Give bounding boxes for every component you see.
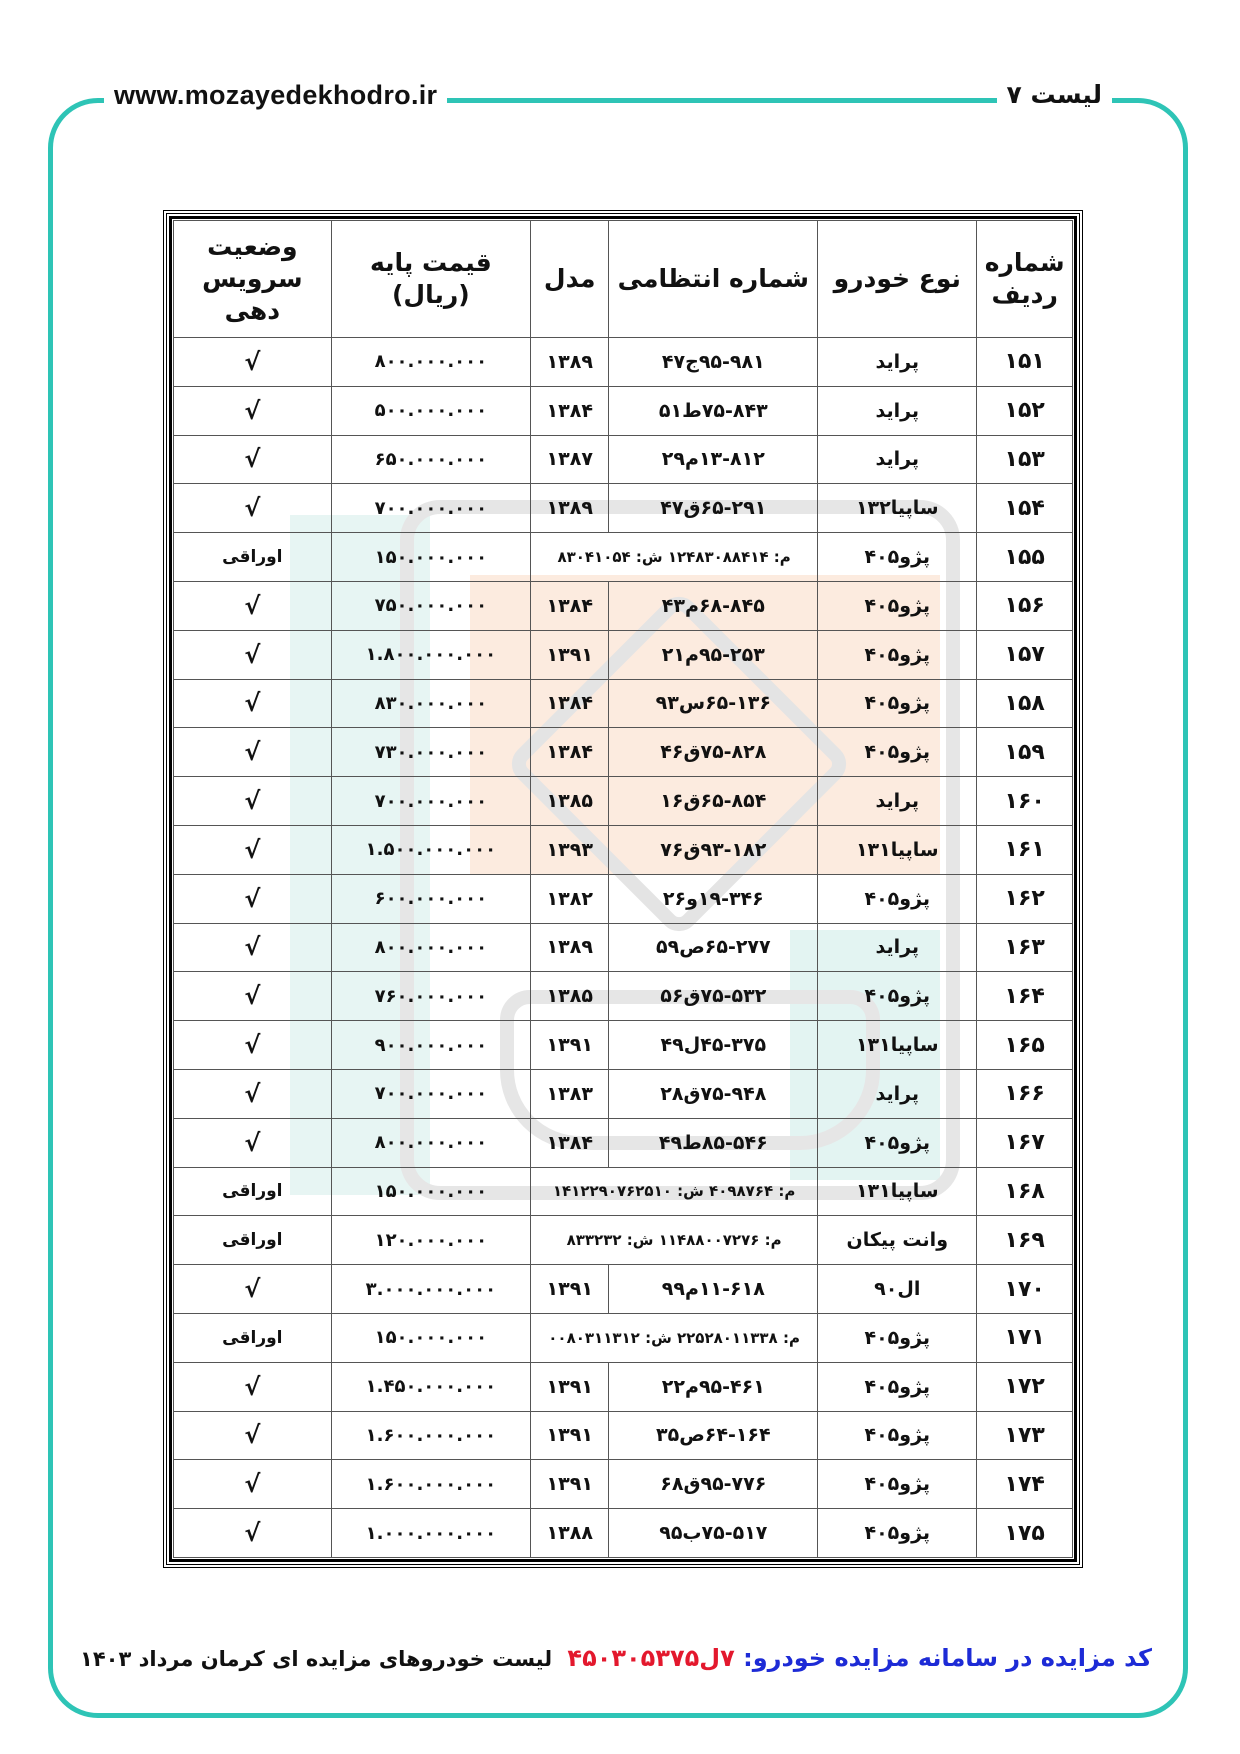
table-row — [174, 1021, 1073, 1070]
cell-engine-chassis: م: ۲۲۵۲۸۰۱۱۳۳۸ ش: ۰۰۸۰۳۱۱۳۱۲ — [531, 1313, 818, 1362]
cell-plate-number: ۷۵-۵۳۲ق۵۶ — [609, 972, 818, 1021]
cell-row-number: ۱۵۴ — [977, 484, 1073, 533]
cell-plate-number: ۶۸-۸۴۵م۴۳ — [609, 581, 818, 630]
auction-code-value: ۷ل۴۵۰۳۰۵۳۷۵ — [567, 1644, 735, 1672]
cell-vehicle-type: پژو۴۰۵ — [818, 1509, 977, 1558]
table-row — [174, 972, 1073, 1021]
cell-engine-chassis: م: ۱۱۴۸۸۰۰۷۲۷۶ ش: ۸۳۳۲۳۲ — [531, 1216, 818, 1265]
cell-base-price: ۸۰۰.۰۰۰.۰۰۰ — [331, 1118, 530, 1167]
cell-model: ۱۳۸۷ — [531, 435, 609, 484]
header-vehicle-type: نوع خودرو — [818, 221, 977, 338]
cell-vehicle-type: پژو۴۰۵ — [818, 630, 977, 679]
cell-plate-number: ۶۴-۱۶۴ص۳۵ — [609, 1411, 818, 1460]
cell-row-number: ۱۶۵ — [977, 1021, 1073, 1070]
cell-row-number: ۱۶۹ — [977, 1216, 1073, 1265]
header-base-price: قیمت پایه (ریال) — [331, 221, 530, 338]
cell-service-status: √ — [174, 1069, 332, 1118]
cell-plate-number: ۶۵-۲۷۷ص۵۹ — [609, 923, 818, 972]
table-row — [174, 777, 1073, 826]
cell-model: ۱۳۸۹ — [531, 484, 609, 533]
table-row — [174, 1313, 1073, 1362]
cell-vehicle-type: پژو۴۰۵ — [818, 679, 977, 728]
auction-code-label: کد مزایده در سامانه مزایده خودرو: — [734, 1644, 1152, 1672]
cell-plate-number: ۹۵-۹۸۱ج۴۷ — [609, 338, 818, 387]
cell-base-price: ۷۰۰.۰۰۰.۰۰۰ — [331, 1069, 530, 1118]
cell-row-number: ۱۶۶ — [977, 1069, 1073, 1118]
cell-base-price: ۷۶۰.۰۰۰.۰۰۰ — [331, 972, 530, 1021]
cell-base-price: ۱.۵۰۰.۰۰۰.۰۰۰ — [331, 825, 530, 874]
cell-model: ۱۳۹۱ — [531, 1265, 609, 1314]
cell-model: ۱۳۸۹ — [531, 338, 609, 387]
cell-base-price: ۷۳۰.۰۰۰.۰۰۰ — [331, 728, 530, 777]
table-row — [174, 338, 1073, 387]
cell-plate-number: ۹۵-۴۶۱م۲۲ — [609, 1362, 818, 1411]
footer-auction-code — [567, 1644, 1152, 1672]
cell-service-status: √ — [174, 1265, 332, 1314]
cell-row-number: ۱۷۰ — [977, 1265, 1073, 1314]
table-row — [174, 679, 1073, 728]
cell-row-number: ۱۶۷ — [977, 1118, 1073, 1167]
cell-base-price: ۶۰۰.۰۰۰.۰۰۰ — [331, 874, 530, 923]
cell-service-status: √ — [174, 777, 332, 826]
cell-model: ۱۳۸۸ — [531, 1509, 609, 1558]
cell-vehicle-type: پژو۴۰۵ — [818, 972, 977, 1021]
table-row — [174, 874, 1073, 923]
table-row — [174, 630, 1073, 679]
site-url[interactable]: www.mozayedekhodro.ir — [104, 80, 447, 111]
cell-vehicle-type: پژو۴۰۵ — [818, 533, 977, 582]
cell-vehicle-type: پراید — [818, 338, 977, 387]
cell-service-status: √ — [174, 386, 332, 435]
table-row — [174, 1118, 1073, 1167]
cell-plate-number: ۱۳-۸۱۲م۲۹ — [609, 435, 818, 484]
cell-service-status: اوراقی — [174, 1313, 332, 1362]
cell-service-status: √ — [174, 1460, 332, 1509]
cell-vehicle-type: ساپیا۱۳۲ — [818, 484, 977, 533]
cell-vehicle-type: پژو۴۰۵ — [818, 1118, 977, 1167]
cell-vehicle-type: پژو۴۰۵ — [818, 1411, 977, 1460]
cell-plate-number: ۱۱-۶۱۸م۹۹ — [609, 1265, 818, 1314]
list-number-label: لیست ۷ — [997, 80, 1112, 109]
cell-row-number: ۱۵۳ — [977, 435, 1073, 484]
cell-service-status: √ — [174, 630, 332, 679]
table-body — [174, 338, 1073, 1558]
cell-plate-number: ۷۵-۸۴۳ط۵۱ — [609, 386, 818, 435]
cell-vehicle-type: پراید — [818, 386, 977, 435]
cell-base-price: ۹۰۰.۰۰۰.۰۰۰ — [331, 1021, 530, 1070]
cell-plate-number: ۴۵-۳۷۵ل۴۹ — [609, 1021, 818, 1070]
table-row — [174, 923, 1073, 972]
cell-base-price: ۱۵۰.۰۰۰.۰۰۰ — [331, 1167, 530, 1216]
cell-service-status: √ — [174, 972, 332, 1021]
cell-model: ۱۳۸۴ — [531, 728, 609, 777]
cell-vehicle-type: پراید — [818, 923, 977, 972]
cell-row-number: ۱۵۷ — [977, 630, 1073, 679]
auction-table — [173, 220, 1073, 1558]
table-row — [174, 1265, 1073, 1314]
cell-service-status: √ — [174, 338, 332, 387]
table-row — [174, 581, 1073, 630]
cell-model: ۱۳۹۱ — [531, 1460, 609, 1509]
cell-service-status: √ — [174, 1411, 332, 1460]
cell-base-price: ۵۰۰.۰۰۰.۰۰۰ — [331, 386, 530, 435]
cell-model: ۱۳۸۹ — [531, 923, 609, 972]
cell-row-number: ۱۷۲ — [977, 1362, 1073, 1411]
cell-vehicle-type: ال۹۰ — [818, 1265, 977, 1314]
cell-row-number: ۱۶۰ — [977, 777, 1073, 826]
cell-base-price: ۱.۶۰۰.۰۰۰.۰۰۰ — [331, 1411, 530, 1460]
cell-vehicle-type: پراید — [818, 1069, 977, 1118]
cell-model: ۱۳۸۴ — [531, 386, 609, 435]
cell-model: ۱۳۹۱ — [531, 1021, 609, 1070]
cell-service-status: √ — [174, 435, 332, 484]
cell-service-status: √ — [174, 1021, 332, 1070]
cell-row-number: ۱۵۲ — [977, 386, 1073, 435]
table-row — [174, 386, 1073, 435]
cell-model: ۱۳۹۱ — [531, 630, 609, 679]
cell-plate-number: ۹۵-۷۷۶ق۶۸ — [609, 1460, 818, 1509]
cell-row-number: ۱۶۱ — [977, 825, 1073, 874]
table-header-row — [174, 221, 1073, 338]
cell-row-number: ۱۶۲ — [977, 874, 1073, 923]
cell-row-number: ۱۷۵ — [977, 1509, 1073, 1558]
table-row — [174, 1411, 1073, 1460]
table-row — [174, 484, 1073, 533]
cell-plate-number: ۷۵-۹۴۸ق۲۸ — [609, 1069, 818, 1118]
cell-vehicle-type: پژو۴۰۵ — [818, 1313, 977, 1362]
cell-service-status: √ — [174, 923, 332, 972]
table-row — [174, 533, 1073, 582]
cell-engine-chassis: م: ۴۰۹۸۷۶۴ ش: ۱۴۱۲۲۹۰۷۶۲۵۱۰ — [531, 1167, 818, 1216]
cell-base-price: ۳.۰۰۰.۰۰۰.۰۰۰ — [331, 1265, 530, 1314]
cell-model: ۱۳۹۳ — [531, 825, 609, 874]
cell-plate-number: ۸۵-۵۴۶ط۴۹ — [609, 1118, 818, 1167]
cell-service-status: √ — [174, 484, 332, 533]
cell-base-price: ۸۰۰.۰۰۰.۰۰۰ — [331, 923, 530, 972]
cell-plate-number: ۹۳-۱۸۲ق۷۶ — [609, 825, 818, 874]
cell-base-price: ۱.۶۰۰.۰۰۰.۰۰۰ — [331, 1460, 530, 1509]
cell-row-number: ۱۵۱ — [977, 338, 1073, 387]
cell-service-status: اوراقی — [174, 533, 332, 582]
auction-table-frame — [163, 210, 1083, 1568]
cell-vehicle-type: پژو۴۰۵ — [818, 1460, 977, 1509]
cell-vehicle-type: پراید — [818, 777, 977, 826]
cell-service-status: اوراقی — [174, 1167, 332, 1216]
cell-base-price: ۸۳۰.۰۰۰.۰۰۰ — [331, 679, 530, 728]
cell-vehicle-type: پراید — [818, 435, 977, 484]
cell-service-status: اوراقی — [174, 1216, 332, 1265]
table-row — [174, 1460, 1073, 1509]
cell-model: ۱۳۹۱ — [531, 1362, 609, 1411]
cell-base-price: ۶۵۰.۰۰۰.۰۰۰ — [331, 435, 530, 484]
cell-row-number: ۱۵۸ — [977, 679, 1073, 728]
cell-row-number: ۱۵۶ — [977, 581, 1073, 630]
cell-row-number: ۱۵۵ — [977, 533, 1073, 582]
cell-row-number: ۱۶۳ — [977, 923, 1073, 972]
cell-plate-number: ۷۵-۸۲۸ق۴۶ — [609, 728, 818, 777]
cell-base-price: ۷۵۰.۰۰۰.۰۰۰ — [331, 581, 530, 630]
cell-row-number: ۱۵۹ — [977, 728, 1073, 777]
cell-base-price: ۱۵۰.۰۰۰.۰۰۰ — [331, 1313, 530, 1362]
cell-model: ۱۳۸۵ — [531, 972, 609, 1021]
header-row-number: شماره ردیف — [977, 221, 1073, 338]
cell-base-price: ۱.۴۵۰.۰۰۰.۰۰۰ — [331, 1362, 530, 1411]
cell-base-price: ۱.۸۰۰.۰۰۰.۰۰۰ — [331, 630, 530, 679]
cell-row-number: ۱۶۴ — [977, 972, 1073, 1021]
cell-model: ۱۳۸۴ — [531, 679, 609, 728]
table-row — [174, 728, 1073, 777]
header-service-status: وضعیت سرویس دهی — [174, 221, 332, 338]
table-row — [174, 825, 1073, 874]
cell-service-status: √ — [174, 825, 332, 874]
cell-model: ۱۳۸۴ — [531, 1118, 609, 1167]
cell-base-price: ۱۵۰.۰۰۰.۰۰۰ — [331, 533, 530, 582]
cell-vehicle-type: ساپیا۱۳۱ — [818, 1167, 977, 1216]
cell-base-price: ۱۲۰.۰۰۰.۰۰۰ — [331, 1216, 530, 1265]
cell-vehicle-type: پژو۴۰۵ — [818, 874, 977, 923]
cell-service-status: √ — [174, 728, 332, 777]
cell-row-number: ۱۷۳ — [977, 1411, 1073, 1460]
cell-plate-number: ۷۵-۵۱۷ب۹۵ — [609, 1509, 818, 1558]
cell-model: ۱۳۹۱ — [531, 1411, 609, 1460]
footer-list-title: لیست خودروهای مزایده ای کرمان مرداد ۱۴۰۳ — [80, 1647, 553, 1671]
header-model: مدل — [531, 221, 609, 338]
cell-plate-number: ۶۵-۲۹۱ق۴۷ — [609, 484, 818, 533]
cell-plate-number: ۶۵-۸۵۴ق۱۶ — [609, 777, 818, 826]
table-row — [174, 435, 1073, 484]
cell-plate-number: ۹۵-۲۵۳م۲۱ — [609, 630, 818, 679]
cell-service-status: √ — [174, 1362, 332, 1411]
cell-vehicle-type: وانت پیکان — [818, 1216, 977, 1265]
cell-service-status: √ — [174, 679, 332, 728]
table-row — [174, 1509, 1073, 1558]
cell-model: ۱۳۸۳ — [531, 1069, 609, 1118]
table-row — [174, 1167, 1073, 1216]
cell-model: ۱۳۸۲ — [531, 874, 609, 923]
cell-vehicle-type: ساپیا۱۳۱ — [818, 825, 977, 874]
cell-service-status: √ — [174, 1118, 332, 1167]
cell-vehicle-type: پژو۴۰۵ — [818, 581, 977, 630]
cell-base-price: ۸۰۰.۰۰۰.۰۰۰ — [331, 338, 530, 387]
table-row — [174, 1362, 1073, 1411]
cell-vehicle-type: پژو۴۰۵ — [818, 728, 977, 777]
cell-model: ۱۳۸۵ — [531, 777, 609, 826]
table-row — [174, 1216, 1073, 1265]
cell-base-price: ۷۰۰.۰۰۰.۰۰۰ — [331, 484, 530, 533]
cell-base-price: ۱.۰۰۰.۰۰۰.۰۰۰ — [331, 1509, 530, 1558]
cell-plate-number: ۶۵-۱۳۶س۹۳ — [609, 679, 818, 728]
table-row — [174, 1069, 1073, 1118]
cell-engine-chassis: م: ۱۲۴۸۳۰۸۸۴۱۴ ش: ۸۳۰۴۱۰۵۴ — [531, 533, 818, 582]
cell-vehicle-type: ساپیا۱۳۱ — [818, 1021, 977, 1070]
cell-row-number: ۱۷۴ — [977, 1460, 1073, 1509]
cell-plate-number: ۱۹-۳۴۶و۲۶ — [609, 874, 818, 923]
cell-service-status: √ — [174, 581, 332, 630]
cell-service-status: √ — [174, 874, 332, 923]
cell-service-status: √ — [174, 1509, 332, 1558]
cell-vehicle-type: پژو۴۰۵ — [818, 1362, 977, 1411]
header-plate-number: شماره انتظامی — [609, 221, 818, 338]
cell-base-price: ۷۰۰.۰۰۰.۰۰۰ — [331, 777, 530, 826]
cell-model: ۱۳۸۴ — [531, 581, 609, 630]
cell-row-number: ۱۶۸ — [977, 1167, 1073, 1216]
cell-row-number: ۱۷۱ — [977, 1313, 1073, 1362]
